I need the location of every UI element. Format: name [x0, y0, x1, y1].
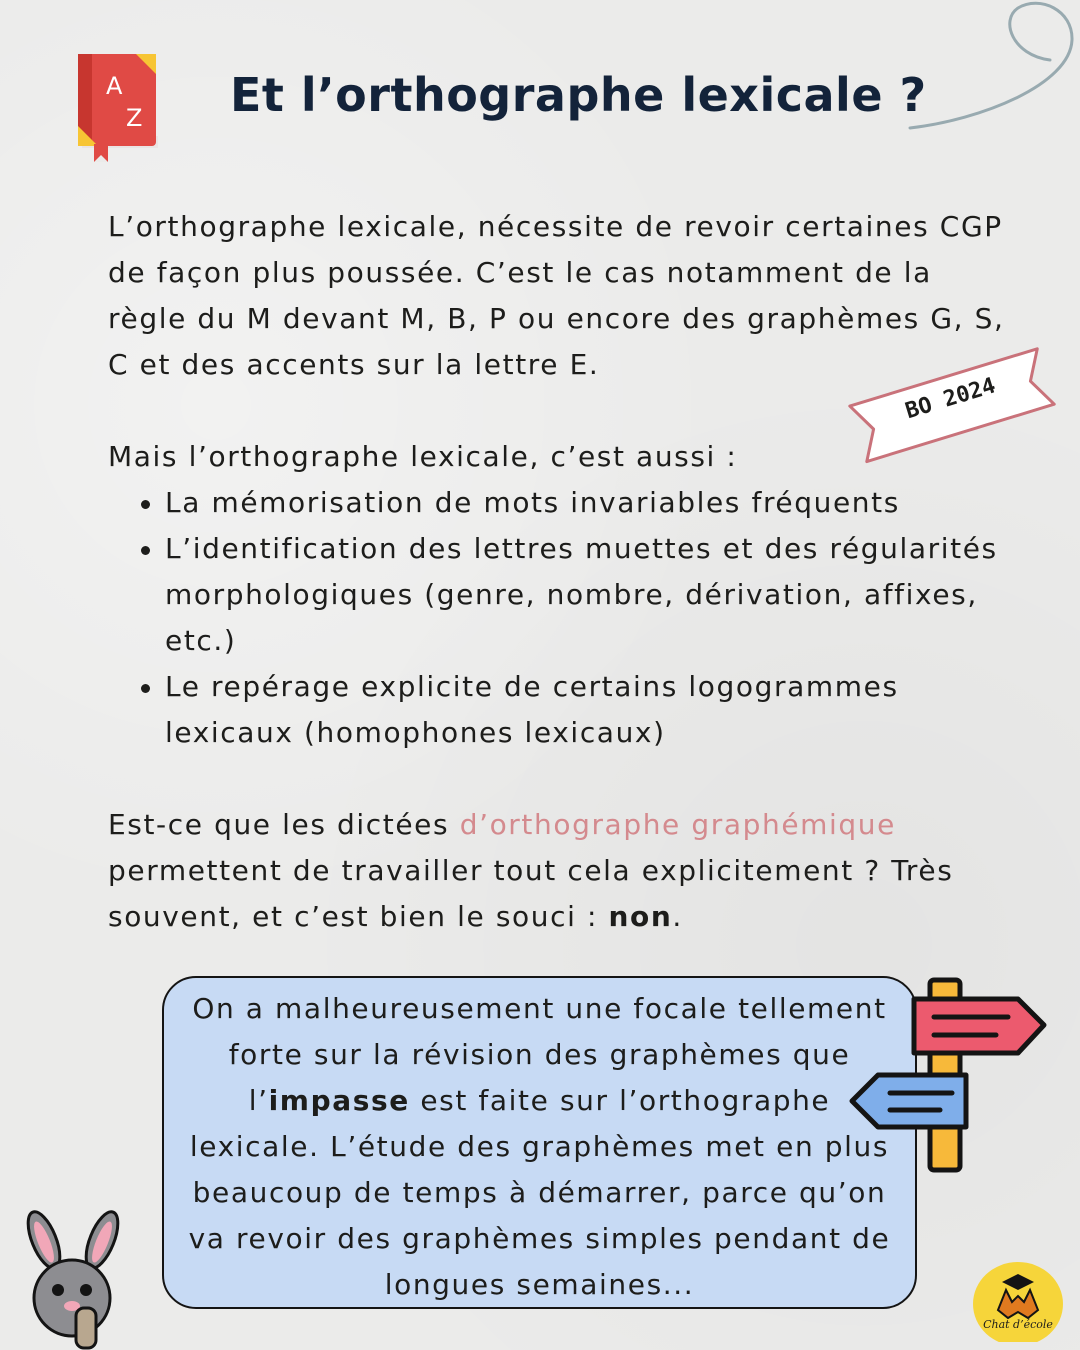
callout-line: lexicale. L’étude des graphèmes met en plus: [189, 1130, 890, 1163]
list-intro: Mais l’orthographe lexicale, c’est aussi :: [108, 440, 738, 473]
callout-line3-post: est faite sur l’orthographe: [409, 1084, 831, 1117]
callout-line: On a malheureusement une focale tellement: [192, 992, 887, 1025]
dictionary-book-icon: [76, 52, 164, 164]
callout-box: [162, 976, 917, 1309]
callout-line: longues semaines...: [384, 1268, 695, 1301]
callout-impasse: impasse: [268, 1084, 410, 1117]
signpost-icon: [848, 975, 1048, 1175]
callout-line: va revoir des graphèmes simples pendant de: [188, 1222, 891, 1255]
logo-text: Chat d’école: [983, 1318, 1053, 1331]
callout-line: forte sur la révision des graphèmes que: [228, 1038, 851, 1071]
list-item: Le repérage explicite de certains logogrammes lexicaux (homophones lexicaux): [108, 664, 1008, 756]
chat-decole-logo: [972, 1260, 1064, 1342]
question-part2: permettent de travailler tout cela explicitement ? Très souvent, et c’est bien le souci :: [108, 854, 954, 933]
callout-line: [174, 1078, 905, 1124]
bunny-shush-icon: [12, 1210, 132, 1350]
question-end: .: [672, 900, 683, 933]
list-item: La mémorisation de mots invariables fréquents: [108, 480, 1008, 526]
question-highlight: d’orthographe graphémique: [459, 808, 896, 841]
book-letter-z: Z: [126, 104, 143, 132]
intro-paragraph: [108, 204, 1008, 388]
callout-line: beaucoup de temps à démarrer, parce qu’on: [192, 1176, 887, 1209]
intro-text: L’orthographe lexicale, nécessite de revoir certaines CGP de façon plus poussée. C’est le cas notamment de la règle du M devant M, B, P ou encore des graphèmes G, S, C et des accents sur la lettre E.: [108, 210, 1005, 381]
list-item: L’identification des lettres muettes et des régularités morphologiques (genre, nombre, dérivation, affixes, etc.): [108, 526, 1008, 664]
book-letter-a: A: [106, 72, 123, 100]
question-part1: Est-ce que les dictées: [108, 808, 460, 841]
question-text: [108, 802, 1008, 940]
ribbon-label: BO 2024: [902, 373, 999, 425]
bullet-list: [108, 480, 1008, 756]
question-paragraph: [108, 802, 1008, 940]
page-title: Et l’orthographe lexicale ?: [230, 68, 927, 122]
list-section: [108, 434, 1008, 756]
callout-line3-pre: l’: [248, 1084, 269, 1117]
question-answer: non: [608, 900, 673, 933]
